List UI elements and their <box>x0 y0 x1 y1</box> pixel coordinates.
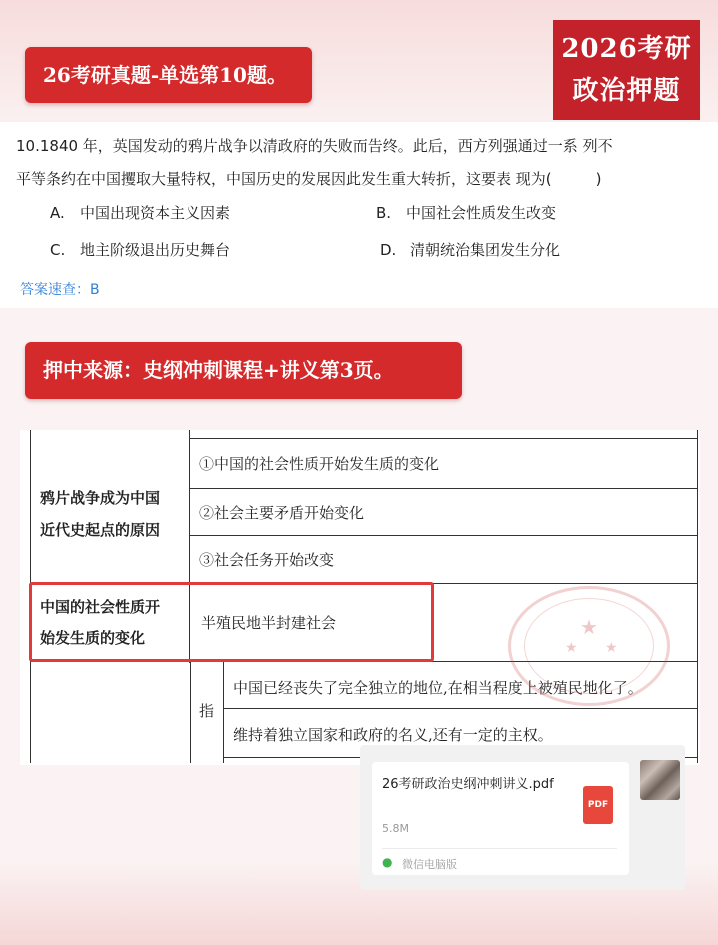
option-c: C. 地主阶级退出历史舞台 <box>50 241 231 259</box>
option-d: D. 清朝统治集团发生分化 <box>380 241 561 259</box>
table-divider-col1b <box>190 661 191 763</box>
stamp-star-icon: ★ <box>580 615 598 639</box>
row1-item-3: ③社会任务开始改变 <box>199 551 335 569</box>
row2-value: 半殖民地半封建社会 <box>201 614 337 632</box>
row3-label: 指 <box>199 702 215 720</box>
row1-item-1: ①中国的社会性质开始发生质的变化 <box>199 455 440 473</box>
row3-item-2: 维持着独立国家和政府的名义,还有一定的主权。 <box>233 726 553 744</box>
row1-item-2: ②社会主要矛盾开始变化 <box>199 504 365 522</box>
file-size: 5.8M <box>382 822 409 835</box>
highlight-box <box>29 582 434 662</box>
source-banner: 押中来源：史纲冲刺课程+讲义第3页。 <box>25 342 462 399</box>
stamp-star-icon: ★ <box>605 640 618 656</box>
table-divider-col2 <box>223 661 224 763</box>
wechat-icon: ● <box>382 855 393 869</box>
question-line-1: 10.1840 年，英国发动的鸦片战争以清政府的失败而告终。此后，西方列强通过一系 列不 <box>16 137 613 155</box>
table-line <box>189 438 697 439</box>
question-card <box>0 122 718 308</box>
question-text <box>16 130 700 196</box>
file-source: 微信电脑版 <box>402 858 457 871</box>
row3-item-1: 中国已经丧失了完全独立的地位,在相当程度上被殖民地化了。 <box>233 679 643 697</box>
avatar[interactable] <box>640 760 680 800</box>
table-border-right <box>697 430 698 763</box>
watermark-stamp-inner <box>524 598 654 694</box>
row2-header: 中国的社会性质开 始发生质的变化 <box>40 598 161 647</box>
badge-line-1: 2026考研 <box>561 34 692 64</box>
file-name: 26考研政治史纲冲刺讲义.pdf <box>382 777 554 792</box>
option-a: A. 中国出现资本主义因素 <box>50 204 231 222</box>
badge-line-2: 政治押题 <box>572 76 681 106</box>
table-line <box>189 488 697 489</box>
question-line-2: 平等条约在中国攫取大量特权，中国历史的发展因此发生重大转折，这要表 现为( ) <box>16 170 602 188</box>
answer-hint: 答案速查：B <box>20 282 100 298</box>
question-banner: 26考研真题-单选第10题。 <box>25 47 312 103</box>
table-line <box>189 535 697 536</box>
pdf-file-icon: PDF <box>583 786 613 824</box>
stamp-star-icon: ★ <box>565 640 578 656</box>
option-b: B. 中国社会性质发生改变 <box>376 204 557 222</box>
file-divider <box>382 848 617 849</box>
row1-header: 鸦片战争成为中国 近代史起点的原因 <box>40 489 161 539</box>
title-badge <box>553 20 700 120</box>
table-line <box>223 708 697 709</box>
